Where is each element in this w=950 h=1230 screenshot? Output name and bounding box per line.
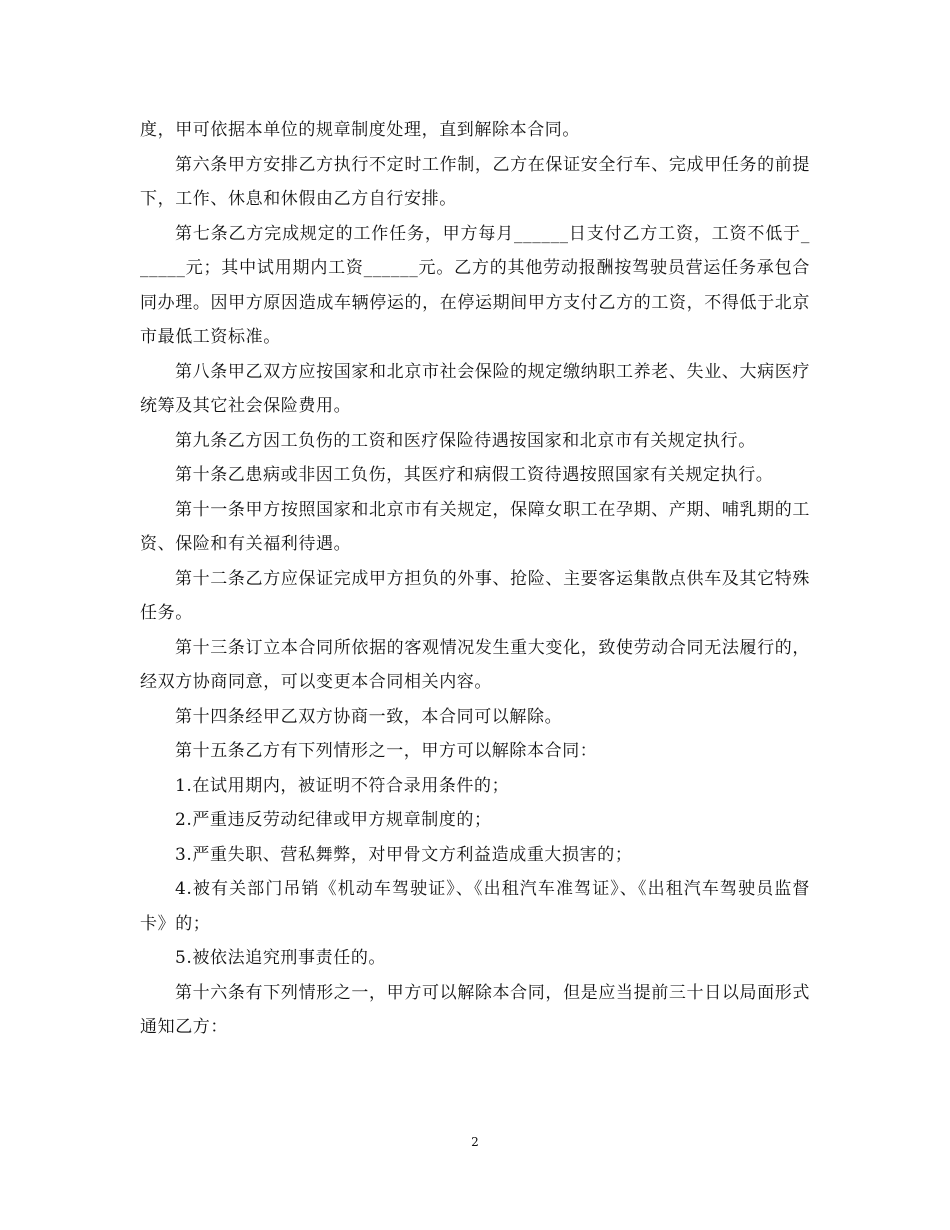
list-item: 3.严重失职、营私舞弊，对甲骨文方利益造成重大损害的； — [175, 844, 633, 865]
list-item: 1.在试用期内，被证明不符合录用条件的； — [175, 775, 510, 796]
page-number: 2 — [471, 1135, 479, 1149]
paragraph: 第十三条订立本合同所依据的客观情况发生重大变化，致使劳动合同无法履行的，经双方协商同意，可以变更本合同相关内容。 — [140, 637, 810, 692]
list-item: 5.被依法追究刑事责任的。 — [175, 948, 387, 968]
list-item: 4.被有关部门吊销《机动车驾驶证》、《出租汽车准驾证》、《出租汽车驾驶员监督卡》的； — [140, 879, 810, 934]
paragraph: 第十五条乙方有下列情形之一，甲方可以解除本合同： — [175, 741, 598, 761]
paragraph: 第六条甲方安排乙方执行不定时工作制，乙方在保证安全行车、完成甲任务的前提下，工作、休息和休假由乙方自行安排。 — [140, 154, 810, 209]
paragraph: 第七条乙方完成规定的工作任务，甲方每月______日支付乙方工资，工资不低于______元；其中试用期内工资______元。乙方的其他劳动报酬按驾驶员营运任务承包合同办理。因甲方原因造成车辆停运的，在停运期间甲方支付乙方的工资，不得低于北京市最低工资标准。 — [140, 223, 810, 347]
paragraph: 第十四条经甲乙双方协商一致，本合同可以解除。 — [175, 706, 563, 727]
paragraph: 第十条乙患病或非因工负伤，其医疗和病假工资待遇按照国家有关规定执行。 — [175, 465, 774, 485]
paragraph: 第八条甲乙双方应按国家和北京市社会保险的规定缴纳职工养老、失业、大病医疗统筹及其它社会保险费用。 — [140, 361, 810, 416]
paragraph: 第十二条乙方应保证完成甲方担负的外事、抢险、主要客运集散点供车及其它特殊任务。 — [140, 568, 810, 623]
paragraph: 度，甲可依据本单位的规章制度处理，直到解除本合同。 — [140, 120, 580, 140]
list-item: 2.严重违反劳动纪律或甲方规章制度的； — [175, 810, 492, 830]
paragraph: 第十一条甲方按照国家和北京市有关规定，保障女职工在孕期、产期、哺乳期的工资、保险和有关福利待遇。 — [140, 499, 810, 554]
document-body — [140, 113, 810, 1045]
paragraph: 第十六条有下列情形之一，甲方可以解除本合同，但是应当提前三十日以局面形式通知乙方： — [140, 982, 810, 1037]
paragraph: 第九条乙方因工负伤的工资和医疗保险待遇按国家和北京市有关规定执行。 — [175, 430, 756, 451]
